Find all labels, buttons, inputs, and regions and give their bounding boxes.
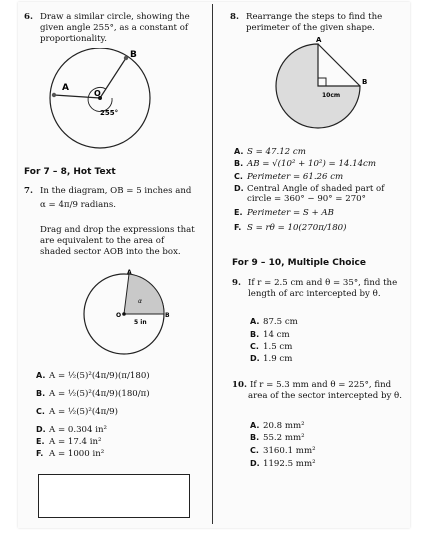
- q7-drag-line3: shaded sector AOB into the box.: [40, 247, 181, 257]
- q7-drop-box[interactable]: [38, 474, 190, 518]
- q8-label-b: B: [362, 78, 368, 86]
- q7-option-a-text: A = ½(5)²(4π/9)(π/180): [49, 371, 150, 381]
- q6-label-o: O: [94, 89, 101, 98]
- q7-option-d-letter: D.: [36, 425, 46, 434]
- q8-step-f-text: S = rθ = 10(270π/180): [247, 223, 347, 233]
- q8-step-d-cont: [234, 194, 366, 205]
- q8-step-f[interactable]: [234, 222, 347, 234]
- q9-number: 9.: [232, 278, 241, 288]
- q7-option-d[interactable]: [36, 424, 107, 436]
- q7-option-b-text: A = ½(5)²(4π/9)(180/π): [49, 389, 150, 399]
- q6-text-line1: Draw a similar circle, showing the: [40, 12, 190, 22]
- q9-option-c[interactable]: [250, 341, 292, 353]
- q7-text-line1: In the diagram, OB = 5 inches and: [40, 186, 192, 196]
- q8-text-line1: Rearrange the steps to find the: [246, 12, 383, 22]
- hot-text-header: For 7 – 8, Hot Text: [24, 167, 116, 177]
- q10-option-a-letter: A.: [250, 421, 260, 430]
- q10-number: 10.: [232, 380, 247, 390]
- q9-option-b-text: 14 cm: [263, 330, 290, 340]
- q7-option-f-letter: F.: [36, 449, 44, 458]
- q6-circle-diagram: [40, 48, 170, 168]
- q10-option-d-text: 1192.5 mm²: [263, 459, 316, 469]
- q8-radius-label: 10cm: [322, 92, 341, 99]
- q7-option-c-text: A = ½(5)²(4π/9): [49, 407, 119, 417]
- q9-option-c-letter: C.: [250, 342, 259, 351]
- q9-option-d-letter: D.: [250, 354, 260, 363]
- q9-text-line1: If r = 2.5 cm and θ = 35°, find the: [248, 278, 398, 288]
- q10-option-b[interactable]: [250, 432, 305, 444]
- q7-text-line2: α = 4π/9 radians.: [40, 200, 116, 210]
- q7-option-c-letter: C.: [36, 407, 45, 416]
- q8-step-a-letter: A.: [234, 147, 244, 156]
- q10-option-d-letter: D.: [250, 459, 260, 468]
- q8-shape-diagram: [262, 34, 374, 142]
- q8-step-c-letter: C.: [234, 172, 243, 181]
- q8-step-e[interactable]: [234, 207, 334, 219]
- q8-step-a-text: S = 47.12 cm: [247, 147, 306, 157]
- q7-alpha-label: α: [138, 298, 142, 305]
- q7-option-a[interactable]: [36, 370, 150, 382]
- q7-option-c[interactable]: [36, 406, 118, 418]
- q6-label-a: A: [62, 83, 69, 93]
- q10-option-c[interactable]: [250, 445, 316, 457]
- q9-option-a-text: 87.5 cm: [263, 317, 298, 327]
- q10-option-a[interactable]: [250, 420, 305, 432]
- q7-option-e-text: A = 17.4 in²: [49, 437, 102, 447]
- q10-text-line1: If r = 5.3 mm and θ = 225°, find: [250, 380, 392, 390]
- q8-text-line2: perimeter of the given shape.: [246, 23, 375, 33]
- q7-drag-line2: are equivalent to the area of: [40, 236, 165, 246]
- q8-step-b[interactable]: [234, 158, 376, 170]
- q9-option-a-letter: A.: [250, 317, 260, 326]
- q7-option-e-letter: E.: [36, 437, 45, 446]
- q8-step-e-text: Perimeter = S + AB: [247, 208, 334, 218]
- q7-sector-diagram: [80, 266, 170, 358]
- q7-option-b-letter: B.: [36, 389, 46, 398]
- q8-step-d-cont-text: circle = 360° − 90° = 270°: [247, 194, 366, 204]
- q6-text-line3: proportionality.: [40, 34, 107, 44]
- q6-label-b: B: [130, 50, 137, 60]
- q10-option-d[interactable]: [250, 458, 316, 470]
- q7-label-o: O: [116, 312, 122, 319]
- q10-option-a-text: 20.8 mm²: [263, 421, 305, 431]
- q10-option-c-letter: C.: [250, 446, 259, 455]
- q10-text-line2: area of the sector intercepted by θ.: [248, 391, 402, 401]
- q8-step-d-text: Central Angle of shaded part of: [247, 184, 385, 194]
- q9-option-b-letter: B.: [250, 330, 260, 339]
- q8-step-a[interactable]: [234, 146, 306, 158]
- q7-option-d-text: A = 0.304 in²: [49, 425, 107, 435]
- q8-step-e-letter: E.: [234, 208, 243, 217]
- q8-number: 8.: [230, 12, 239, 22]
- q9-option-c-text: 1.5 cm: [263, 342, 293, 352]
- q8-step-f-letter: F.: [234, 223, 242, 232]
- q8-step-b-letter: B.: [234, 159, 244, 168]
- q7-option-a-letter: A.: [36, 371, 46, 380]
- q9-option-b[interactable]: [250, 329, 290, 341]
- q9-option-a[interactable]: [250, 316, 298, 328]
- column-divider: [212, 4, 213, 524]
- q9-option-d-text: 1.9 cm: [263, 354, 293, 364]
- q9-option-d[interactable]: [250, 353, 292, 365]
- q7-option-f[interactable]: [36, 448, 104, 460]
- q6-number: 6.: [24, 12, 33, 22]
- q8-step-b-text: AB = √(10² + 10²) = 14.14cm: [247, 159, 377, 169]
- q7-drag-line1: Drag and drop the expressions that: [40, 225, 195, 235]
- q8-step-d-letter: D.: [234, 184, 244, 193]
- q6-angle-label: 255°: [100, 109, 119, 117]
- q7-option-e[interactable]: [36, 436, 101, 448]
- q6-text-line2: given angle 255°, as a constant of: [40, 23, 189, 33]
- multiple-choice-header: For 9 – 10, Multiple Choice: [232, 258, 366, 268]
- q7-number: 7.: [24, 186, 33, 196]
- q8-step-c[interactable]: [234, 171, 343, 183]
- q7-option-b[interactable]: [36, 388, 150, 400]
- q10-option-b-letter: B.: [250, 433, 260, 442]
- q8-step-c-text: Perimeter = 61.26 cm: [247, 172, 344, 182]
- q8-label-a: A: [316, 36, 322, 44]
- q10-option-c-text: 3160.1 mm²: [263, 446, 316, 456]
- q9-text-line2: length of arc intercepted by θ.: [248, 289, 381, 299]
- q7-radius-label: 5 in: [134, 319, 147, 326]
- q7-option-f-text: A = 1000 in²: [49, 449, 105, 459]
- q7-label-b: B: [165, 312, 170, 319]
- q7-label-a: A: [127, 269, 132, 276]
- q10-option-b-text: 55.2 mm²: [263, 433, 305, 443]
